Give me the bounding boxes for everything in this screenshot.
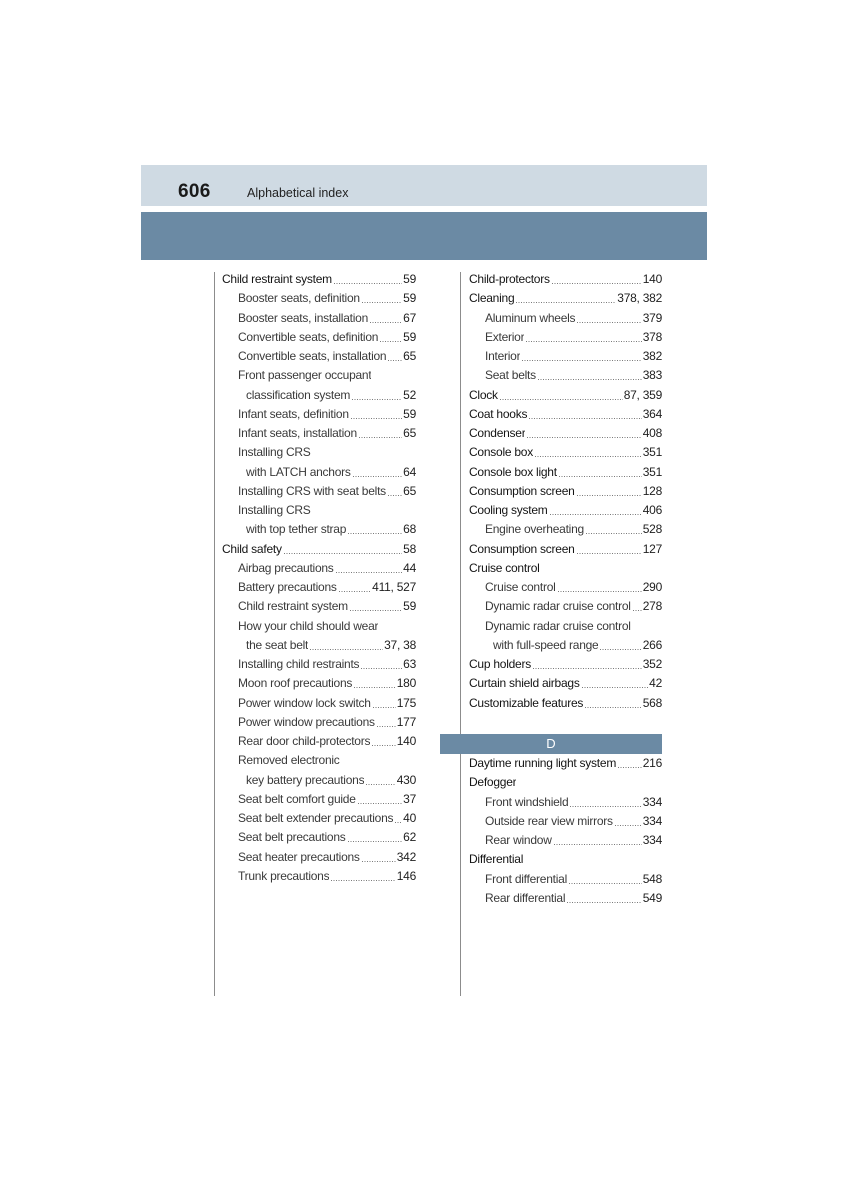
index-banner <box>141 212 707 260</box>
entry-term: Infant seats, installation <box>238 426 357 440</box>
dot-leader <box>350 597 402 616</box>
dot-leader <box>567 889 641 908</box>
dot-leader <box>373 694 396 713</box>
index-subentry <box>222 636 416 655</box>
page-reference: 378 <box>642 329 662 344</box>
header-band <box>141 165 707 206</box>
index-entry <box>469 773 662 792</box>
entry-term: Rear window <box>485 833 552 847</box>
page-reference: 342 <box>396 849 416 864</box>
column-divider <box>214 272 215 996</box>
entry-term: Seat belt precautions <box>238 830 346 845</box>
entry-term: Dynamic radar cruise control <box>485 599 631 614</box>
index-subentry <box>222 655 416 674</box>
section-letter: D <box>546 736 556 751</box>
column-divider <box>460 272 461 996</box>
entry-term: Cup holders <box>469 657 531 671</box>
page-reference: 140 <box>396 734 416 748</box>
index-subentry <box>222 751 416 770</box>
page-reference: 383 <box>642 368 662 383</box>
dot-leader <box>377 713 396 732</box>
dot-leader <box>284 540 402 559</box>
entry-term: Consumption screen <box>469 483 575 498</box>
index-subentry <box>222 617 416 636</box>
dot-leader <box>577 482 642 501</box>
index-subentry <box>222 328 416 347</box>
index-subentry <box>469 831 662 850</box>
dot-leader <box>359 424 402 443</box>
page-number: 606 <box>178 181 211 202</box>
entry-term: Consumption screen <box>469 541 575 556</box>
index-subentry <box>222 386 416 405</box>
dot-leader <box>533 655 642 674</box>
entry-term: Curtain shield airbags <box>469 676 580 691</box>
page-reference: 140 <box>642 272 662 286</box>
dot-leader <box>582 674 649 693</box>
dot-leader <box>331 867 395 886</box>
dot-leader <box>362 848 396 867</box>
index-entry <box>469 850 662 869</box>
page-reference: 59 <box>403 406 416 421</box>
index-subentry <box>222 347 416 366</box>
dot-leader <box>336 559 403 578</box>
index-subentry <box>222 732 416 751</box>
entry-term: Interior <box>485 349 521 363</box>
index-entry <box>469 559 662 578</box>
dot-leader <box>310 636 383 655</box>
entry-term: Cooling system <box>469 503 548 517</box>
page-reference: 59 <box>403 272 416 286</box>
index-subentry <box>469 636 662 655</box>
entry-term: Power window lock switch <box>238 695 371 710</box>
index-entry <box>222 270 416 289</box>
entry-term: Outside rear view mirrors <box>485 813 613 828</box>
page-reference: 68 <box>403 522 416 537</box>
page-reference: 378, 382 <box>617 291 662 306</box>
index-subentry <box>222 771 416 790</box>
index-entry <box>469 540 662 559</box>
dot-leader <box>586 520 642 539</box>
dot-leader <box>362 289 402 308</box>
index-entry <box>469 482 662 501</box>
entry-term: Condenser <box>469 426 526 440</box>
dot-leader <box>535 443 642 462</box>
index-entry <box>469 754 662 773</box>
page-reference: 37, 38 <box>384 637 416 652</box>
page-reference: 334 <box>642 833 662 847</box>
page-reference: 64 <box>403 464 416 479</box>
page-reference: 146 <box>396 868 416 883</box>
entry-term: Seat belts <box>485 368 536 383</box>
index-subentry <box>222 309 416 328</box>
entry-term: classification system <box>246 387 351 402</box>
index-subentry <box>222 694 416 713</box>
entry-term: Installing child restraints <box>238 657 360 671</box>
page-reference: 266 <box>642 637 662 652</box>
index-subentry <box>222 424 416 443</box>
dot-leader <box>577 540 642 559</box>
dot-leader <box>348 828 403 847</box>
index-entry <box>469 443 662 462</box>
dot-leader <box>526 328 641 347</box>
entry-term: Rear differential <box>485 890 566 905</box>
dot-leader <box>527 424 641 443</box>
index-entry <box>469 694 662 713</box>
index-subentry <box>222 482 416 501</box>
index-entry-list <box>469 270 662 713</box>
index-subentry <box>222 520 416 539</box>
page-reference: 127 <box>642 541 662 556</box>
index-subentry <box>222 289 416 308</box>
dot-leader <box>366 771 395 790</box>
entry-term: Coat hooks <box>469 406 528 421</box>
page-reference: 351 <box>642 445 662 460</box>
page-reference: 63 <box>403 657 416 671</box>
dot-leader <box>558 578 642 597</box>
index-subentry <box>222 443 416 462</box>
entry-term: Installing CRS <box>238 445 311 460</box>
dot-leader <box>577 309 641 328</box>
index-subentry <box>469 812 662 831</box>
page-title: Alphabetical index <box>247 186 349 200</box>
dot-leader <box>351 405 402 424</box>
index-subentry <box>469 870 662 889</box>
entry-term: Installing CRS <box>238 503 311 517</box>
dot-leader <box>500 386 623 405</box>
entry-term: Booster seats, installation <box>238 310 368 325</box>
page-reference: 406 <box>642 503 662 517</box>
entry-term: Seat heater precautions <box>238 849 360 864</box>
dot-leader <box>569 870 642 889</box>
page-reference: 59 <box>403 291 416 306</box>
page-reference: 40 <box>403 811 416 825</box>
page-reference: 549 <box>642 890 662 905</box>
index-entry <box>469 501 662 520</box>
dot-leader <box>529 405 642 424</box>
index-column-right <box>469 270 662 908</box>
entry-term: Console box <box>469 445 533 460</box>
index-subentry <box>222 501 416 520</box>
entry-term: Battery precautions <box>238 580 337 594</box>
dot-leader <box>352 386 402 405</box>
page-reference: 411, 527 <box>372 580 416 594</box>
entry-term: Aluminum wheels <box>485 310 576 325</box>
entry-term: key battery precautions <box>246 772 365 787</box>
page-reference: 65 <box>403 426 416 440</box>
dot-leader <box>388 482 402 501</box>
page-reference: 334 <box>642 813 662 828</box>
index-subentry <box>469 793 662 812</box>
entry-term: Infant seats, definition <box>238 406 349 421</box>
entry-term: Child safety <box>222 541 282 556</box>
dot-leader <box>361 655 402 674</box>
page-reference: 65 <box>403 349 416 363</box>
page-reference: 568 <box>642 695 662 710</box>
entry-term: Dynamic radar cruise control <box>485 618 631 633</box>
dot-leader <box>348 520 402 539</box>
page-reference: 175 <box>396 695 416 710</box>
index-entry-list <box>469 754 662 908</box>
page-reference: 67 <box>403 310 416 325</box>
dot-leader <box>353 463 402 482</box>
dot-leader <box>570 793 641 812</box>
index-subentry <box>222 405 416 424</box>
page-reference: 379 <box>642 310 662 325</box>
entry-term: Seat belt extender precautions <box>238 811 394 825</box>
dot-leader <box>554 831 642 850</box>
entry-term: Installing CRS with seat belts <box>238 483 386 498</box>
index-subentry <box>222 713 416 732</box>
index-subentry <box>222 867 416 886</box>
index-subentry <box>469 520 662 539</box>
index-subentry <box>469 328 662 347</box>
entry-term: Child restraint system <box>222 272 332 286</box>
dot-leader <box>633 597 642 616</box>
page-reference: 364 <box>642 406 662 421</box>
index-subentry <box>469 347 662 366</box>
index-entry <box>469 405 662 424</box>
index-subentry <box>469 309 662 328</box>
dot-leader <box>618 754 642 773</box>
entry-term: Cleaning <box>469 291 515 306</box>
page-reference: 528 <box>642 522 662 537</box>
index-subentry <box>222 809 416 828</box>
index-subentry <box>222 366 416 385</box>
dot-leader <box>339 578 372 597</box>
index-subentry <box>469 597 662 616</box>
index-subentry <box>222 559 416 578</box>
entry-term: Cruise control <box>469 560 540 575</box>
entry-term: Defogger <box>469 775 517 790</box>
dot-leader <box>615 812 642 831</box>
index-subentry <box>222 578 416 597</box>
index-column-left <box>222 270 416 886</box>
entry-term: Moon roof precautions <box>238 676 353 691</box>
entry-term: Removed electronic <box>238 753 340 768</box>
index-subentry <box>469 889 662 908</box>
index-entry <box>469 270 662 289</box>
entry-term: Customizable features <box>469 695 584 710</box>
dot-leader <box>370 309 402 328</box>
page-reference: 65 <box>403 483 416 498</box>
index-entry <box>469 289 662 308</box>
dot-leader <box>550 501 642 520</box>
dot-leader <box>395 809 402 828</box>
index-subentry <box>469 617 662 636</box>
entry-term: Rear door child-protectors <box>238 734 371 748</box>
entry-term: with full-speed range <box>493 637 599 652</box>
page-reference: 278 <box>642 599 662 614</box>
entry-term: Convertible seats, installation <box>238 349 387 363</box>
page-reference: 382 <box>642 349 662 363</box>
page-reference: 37 <box>403 791 416 806</box>
page-reference: 351 <box>642 464 662 479</box>
section-letter-bar <box>440 734 662 754</box>
index-subentry <box>222 828 416 847</box>
dot-leader <box>522 347 641 366</box>
index-entry <box>469 386 662 405</box>
dot-leader <box>585 694 642 713</box>
page-reference: 59 <box>403 329 416 344</box>
page-reference: 430 <box>396 772 416 787</box>
entry-term: Power window precautions <box>238 714 375 729</box>
entry-term: with top tether strap <box>246 522 347 537</box>
dot-leader <box>516 289 616 308</box>
dot-leader <box>380 328 402 347</box>
index-subentry <box>469 578 662 597</box>
entry-term: Child restraint system <box>238 599 348 614</box>
dot-leader <box>334 270 402 289</box>
index-subentry <box>222 790 416 809</box>
entry-term: the seat belt <box>246 637 309 652</box>
entry-term: Convertible seats, definition <box>238 329 379 344</box>
dot-leader <box>354 674 396 693</box>
entry-term: Airbag precautions <box>238 560 334 575</box>
dot-leader <box>538 366 642 385</box>
entry-term: Cruise control <box>485 580 556 594</box>
page-reference: 177 <box>396 714 416 729</box>
entry-term: with LATCH anchors <box>246 464 351 479</box>
entry-term: Exterior <box>485 329 525 344</box>
page-reference: 44 <box>403 560 416 575</box>
page-reference: 58 <box>403 541 416 556</box>
index-entry <box>469 424 662 443</box>
index-subentry <box>222 597 416 616</box>
dot-leader <box>372 732 395 751</box>
index-entry <box>222 540 416 559</box>
page-reference: 87, 359 <box>623 387 662 402</box>
entry-term: Front differential <box>485 871 567 886</box>
page-reference: 290 <box>642 580 662 594</box>
dot-leader <box>358 790 402 809</box>
index-subentry <box>469 366 662 385</box>
dot-leader <box>388 347 402 366</box>
page-reference: 180 <box>396 676 416 691</box>
page-reference: 62 <box>403 830 416 845</box>
dot-leader <box>552 270 642 289</box>
page-reference: 334 <box>642 794 662 809</box>
index-subentry <box>222 674 416 693</box>
page-reference: 128 <box>642 483 662 498</box>
index-subentry <box>222 463 416 482</box>
index-entry <box>469 463 662 482</box>
page-reference: 59 <box>403 599 416 614</box>
entry-term: Engine overheating <box>485 522 584 537</box>
entry-term: Booster seats, definition <box>238 291 360 306</box>
entry-term: Differential <box>469 852 524 867</box>
dot-leader <box>600 636 641 655</box>
page-reference: 548 <box>642 871 662 886</box>
index-entry <box>469 655 662 674</box>
entry-term: Front passenger occupant <box>238 368 372 383</box>
page-reference: 352 <box>642 657 662 671</box>
page-reference: 216 <box>642 756 662 770</box>
index-entry <box>469 674 662 693</box>
dot-leader <box>559 463 642 482</box>
entry-term: Console box light <box>469 464 557 479</box>
entry-term: Seat belt comfort guide <box>238 791 356 806</box>
entry-term: Clock <box>469 387 498 402</box>
entry-term: Front windshield <box>485 794 569 809</box>
entry-term: Daytime running light system <box>469 756 617 770</box>
page-reference: 52 <box>403 387 416 402</box>
page-reference: 42 <box>649 676 662 691</box>
entry-term: Trunk precautions <box>238 868 330 883</box>
entry-term: Child-protectors <box>469 272 550 286</box>
page-reference: 408 <box>642 426 662 440</box>
entry-term: How your child should wear <box>238 618 379 633</box>
index-subentry <box>222 848 416 867</box>
